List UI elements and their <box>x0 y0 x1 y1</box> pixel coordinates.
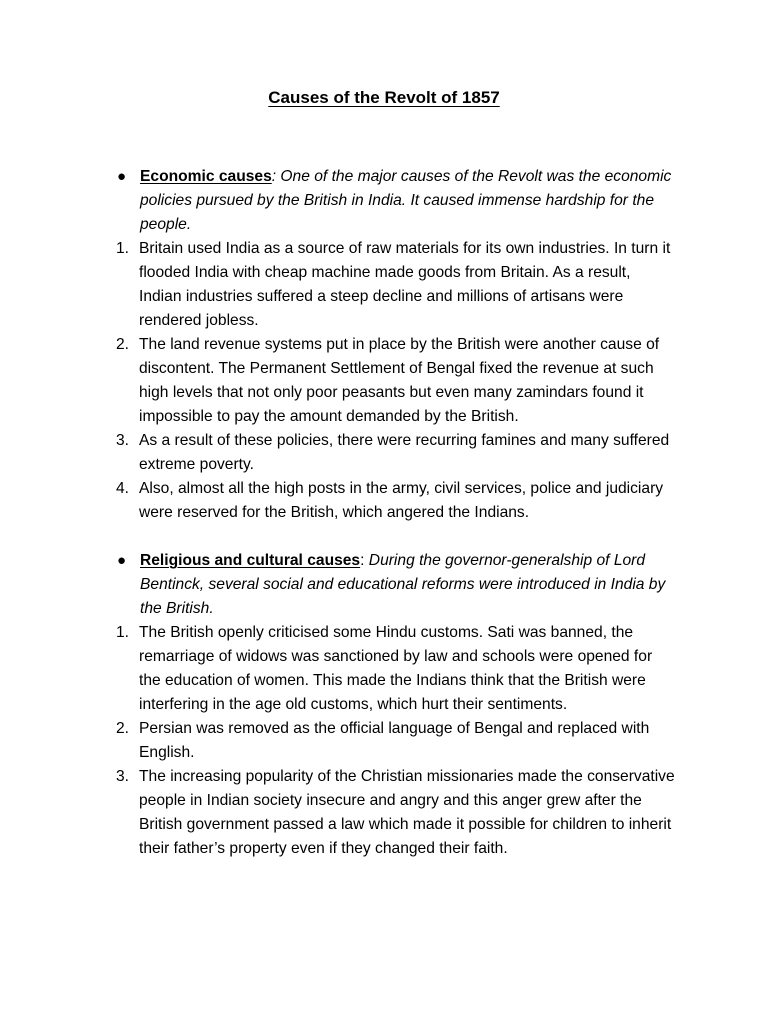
page-title: Causes of the Revolt of 1857 <box>268 88 500 107</box>
heading-colon: : <box>271 168 277 185</box>
section-heading: Economic causes <box>140 168 272 185</box>
list-item-text: As a result of these policies, there were recurring famines and many suffered extreme poverty. <box>139 432 670 473</box>
section-bullet <box>116 165 676 237</box>
list-number: 2. <box>116 336 130 353</box>
section-intro: During the governor-generalship of Lord Bentinck, several social and educational reforms were introduced in India by the British. <box>140 552 666 617</box>
section-religious-cultural-causes <box>116 549 676 861</box>
list-number: 3. <box>116 432 130 449</box>
list-number: 4. <box>116 480 130 497</box>
list-item-text: Also, almost all the high posts in the army, civil services, police and judiciary were reserved for the British, which angered the Indians. <box>139 480 664 521</box>
list-item <box>116 429 676 477</box>
heading-colon: : <box>360 552 365 569</box>
section-bullet <box>116 549 676 621</box>
list-item-text: The increasing popularity of the Christian missionaries made the conservative people in Indian society insecure and angry and this anger grew after the British government passed a law which made it possible for children to inherit their father’s property even if they changed their faith. <box>139 768 675 857</box>
bullet-icon: ● <box>117 552 127 569</box>
list-item <box>116 621 676 717</box>
list-item <box>116 477 676 525</box>
list-number: 3. <box>116 768 130 785</box>
list-item <box>116 333 676 429</box>
list-item <box>116 765 676 861</box>
section-intro: One of the major causes of the Revolt was the economic policies pursued by the British in India. It caused immense hardship for the people. <box>140 168 672 233</box>
list-number: 1. <box>116 624 130 641</box>
list-item <box>116 237 676 333</box>
list-item-text: The land revenue systems put in place by the British were another cause of discontent. The Permanent Settlement of Bengal fixed the revenue at such high levels that not only poor peasants but even many zamindars found it impossible to pay the amount demanded by the British. <box>139 336 660 425</box>
section-heading: Religious and cultural causes <box>140 552 361 569</box>
section-economic-causes <box>116 165 676 525</box>
list-item-text: Britain used India as a source of raw materials for its own industries. In turn it flooded India with cheap machine made goods from Britain. As a result, Indian industries suffered a steep decline and millions of artisans were rendered jobless. <box>139 240 671 329</box>
list-number: 2. <box>116 720 130 737</box>
list-item-text: Persian was removed as the official language of Bengal and replaced with English. <box>139 720 650 761</box>
bullet-icon: ● <box>117 168 127 185</box>
list-item-text: The British openly criticised some Hindu customs. Sati was banned, the remarriage of widows was sanctioned by law and schools were opened for the education of women. This made the Indians think that the British were interfering in the age old customs, which hurt their sentiments. <box>139 624 653 713</box>
list-number: 1. <box>116 240 130 257</box>
list-item <box>116 717 676 765</box>
